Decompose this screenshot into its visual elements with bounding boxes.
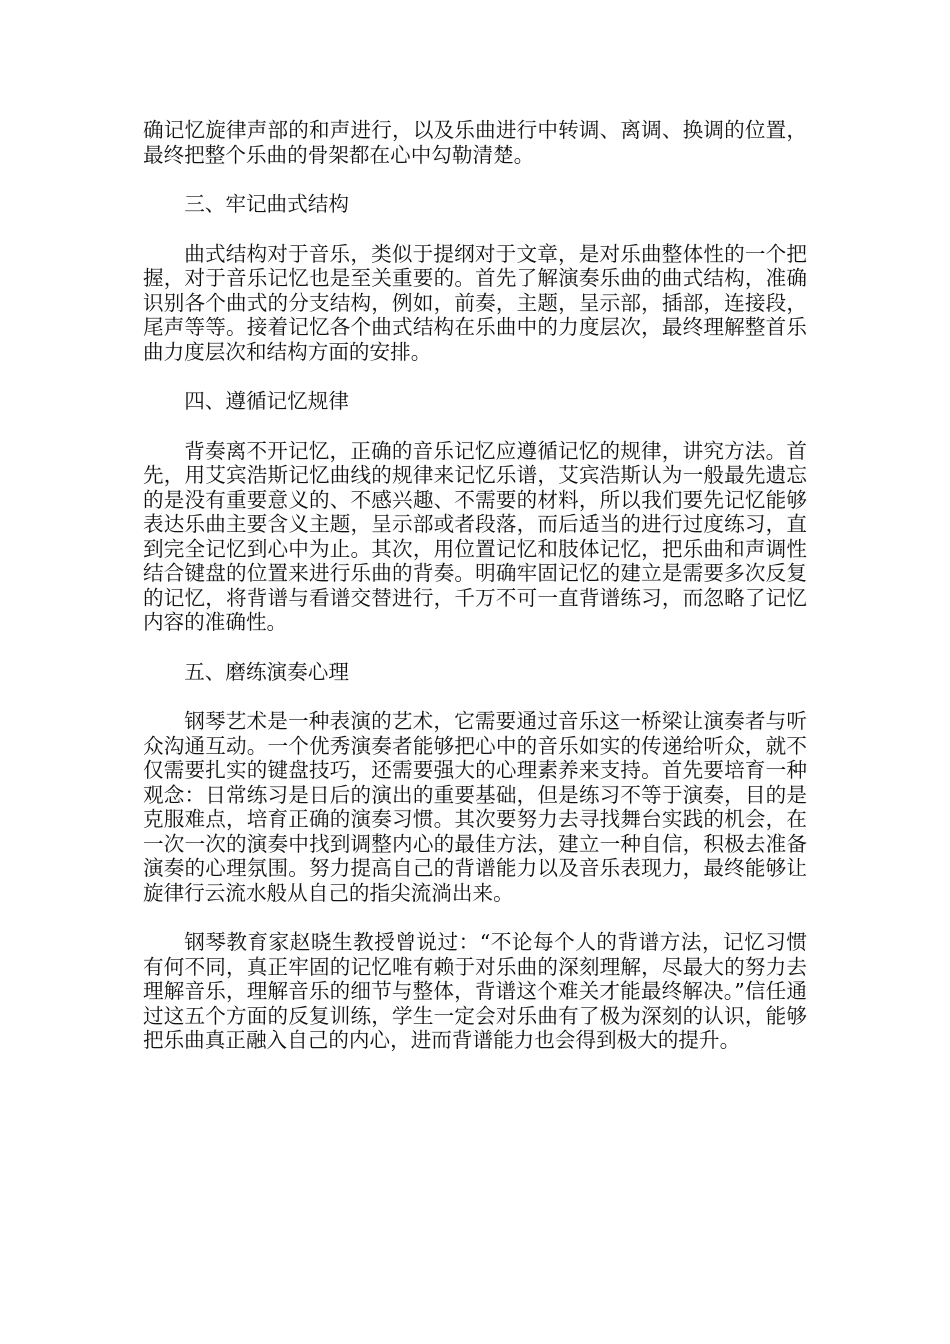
- document-page: [143, 118, 807, 1078]
- section-paragraph-3: 曲式结构对于音乐，类似于提纲对于文章，是对乐曲整体性的一个把握，对于音乐记忆也是至关重要的。首先了解演奏乐曲的曲式结构，准确识别各个曲式的分支结构，例如，前奏，主题，呈示部，插部，连接段，尾声等等。接着记忆各个曲式结构在乐曲中的力度层次，最终理解整首乐曲力度层次和结构方面的安排。: [143, 241, 807, 364]
- closing-paragraph: 钢琴教育家赵晓生教授曾说过：“不论每个人的背谱方法，记忆习惯有何不同，真正牢固的记忆唯有赖于对乐曲的深刻理解，尽最大的努力去理解音乐，理解音乐的细节与整体，背谱这个难关才能最终解决。”信任通过这五个方面的反复训练，学生一定会对乐曲有了极为深刻的认识，能够把乐曲真正融入自己的内心，进而背谱能力也会得到极大的提升。: [143, 930, 807, 1052]
- intro-paragraph: 确记忆旋律声部的和声进行，以及乐曲进行中转调、离调、换调的位置，最终把整个乐曲的骨架都在心中勾勒清楚。: [143, 118, 807, 167]
- section-heading-5: 五、磨练演奏心理: [184, 659, 349, 684]
- section-heading-3: 三、牢记曲式结构: [184, 192, 349, 216]
- section-paragraph-4: 背奏离不开记忆，正确的音乐记忆应遵循记忆的规律，讲究方法。首先，用艾宾浩斯记忆曲线的规律来记忆乐谱，艾宾浩斯认为一般最先遗忘的是没有重要意义的、不感兴趣、不需要的材料，所以我们要先记忆能够表达乐曲主要含义主题，呈示部或者段落，而后适当的进行过度练习，直到完全记忆到心中为止。其次，用位置记忆和肢体记忆，把乐曲和声调性结合键盘的位置来进行乐曲的背奏。明确牢固记忆的建立是需要多次反复的记忆，将背谱与看谱交替进行，千万不可一直背谱练习，而忽略了记忆内容的准确性。: [143, 438, 807, 634]
- section-heading-4: 四、遵循记忆规律: [184, 389, 349, 413]
- section-paragraph-5: 钢琴艺术是一种表演的艺术，它需要通过音乐这一桥梁让演奏者与听众沟通互动。一个优秀演奏者能够把心中的音乐如实的传递给听众，就不仅需要扎实的键盘技巧，还需要强大的心理素养来支持。首先要培育一种观念：日常练习是日后的演出的重要基础，但是练习不等于演奏，目的是克服难点，培育正确的演奏习惯。其次要努力去寻找舞台实践的机会，在一次一次的演奏中找到调整内心的最佳方法，建立一种自信，积极去准备演奏的心理氛围。努力提高自己的背谱能力以及音乐表现力，最终能够让旋律行云流水般从自己的指尖流淌出来。: [143, 709, 807, 905]
